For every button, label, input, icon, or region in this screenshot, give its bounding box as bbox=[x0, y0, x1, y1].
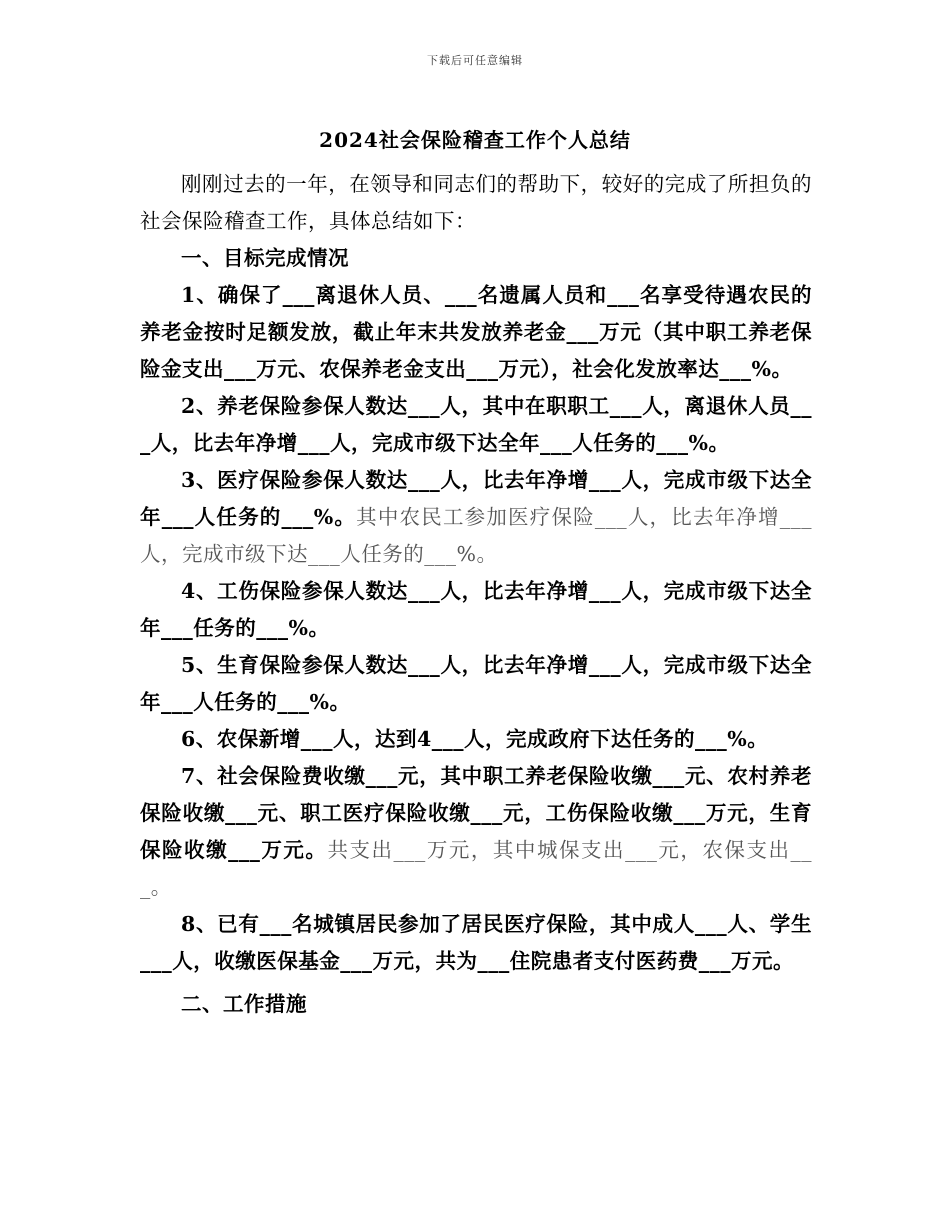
item-5-maternity-insurance: 5、生育保险参保人数达___人，比去年净增___人，完成市级下达全年___人任务的___%。 bbox=[140, 653, 812, 714]
section-heading-measures: 二、工作措施 bbox=[181, 992, 307, 1016]
item-7-main-text: 7、社会保险费收缴___元，其中职工养老保险收缴___元、农村养老保险收缴___元、职工医疗保险收缴___元，工伤保险收缴___万元，生育保险收缴___万元。 bbox=[140, 764, 812, 862]
item-2-pension-enrollment: 2、养老保险参保人数达___人，其中在职职工___人，离退休人员___人，比去年净增___人，完成市级下达全年___人任务的___%。 bbox=[140, 394, 812, 455]
item-1-pension: 1、确保了___离退休人员、___名遗属人员和___名享受待遇农民的养老金按时足额发放，截止年末共发放养老金___万元（其中职工养老保险金支出___万元、农保养老金支出___万元），社会化发放率达___%。 bbox=[140, 283, 812, 381]
document-body bbox=[140, 166, 812, 1023]
item-3-medical-insurance bbox=[140, 462, 812, 573]
intro-paragraph: 刚刚过去的一年，在领导和同志们的帮助下，较好的完成了所担负的社会保险稽查工作，具体总结如下： bbox=[140, 172, 812, 233]
item-4-injury-insurance: 4、工伤保险参保人数达___人，比去年净增___人，完成市级下达全年___任务的___%。 bbox=[140, 579, 812, 640]
section-heading-targets: 一、目标完成情况 bbox=[181, 246, 349, 270]
item-3-main-text: 3、医疗保险参保人数达___人，比去年净增___人，完成市级下达全年___人任务的___%。 bbox=[140, 468, 812, 529]
header-note: 下载后可任意编辑 bbox=[427, 54, 523, 67]
item-6-rural-insurance: 6、农保新增___人，达到4___人，完成政府下达任务的___%。 bbox=[181, 727, 769, 751]
item-8-resident-medical: 8、已有___名城镇居民参加了居民医疗保险，其中成人___人、学生___人，收缴医保基金___万元，共为___住院患者支付医药费___万元。 bbox=[140, 912, 812, 973]
item-7-fee-collection bbox=[140, 758, 812, 906]
item-3-migrant-text: 其中农民工参加医疗保险___人，比去年净增___人，完成市级下达___人任务的___%。 bbox=[140, 505, 813, 566]
document-title: 2024社会保险稽查工作个人总结 bbox=[319, 128, 631, 152]
item-7-expenditure-text: 共支出___万元，其中城保支出___元，农保支出___。 bbox=[140, 838, 813, 899]
